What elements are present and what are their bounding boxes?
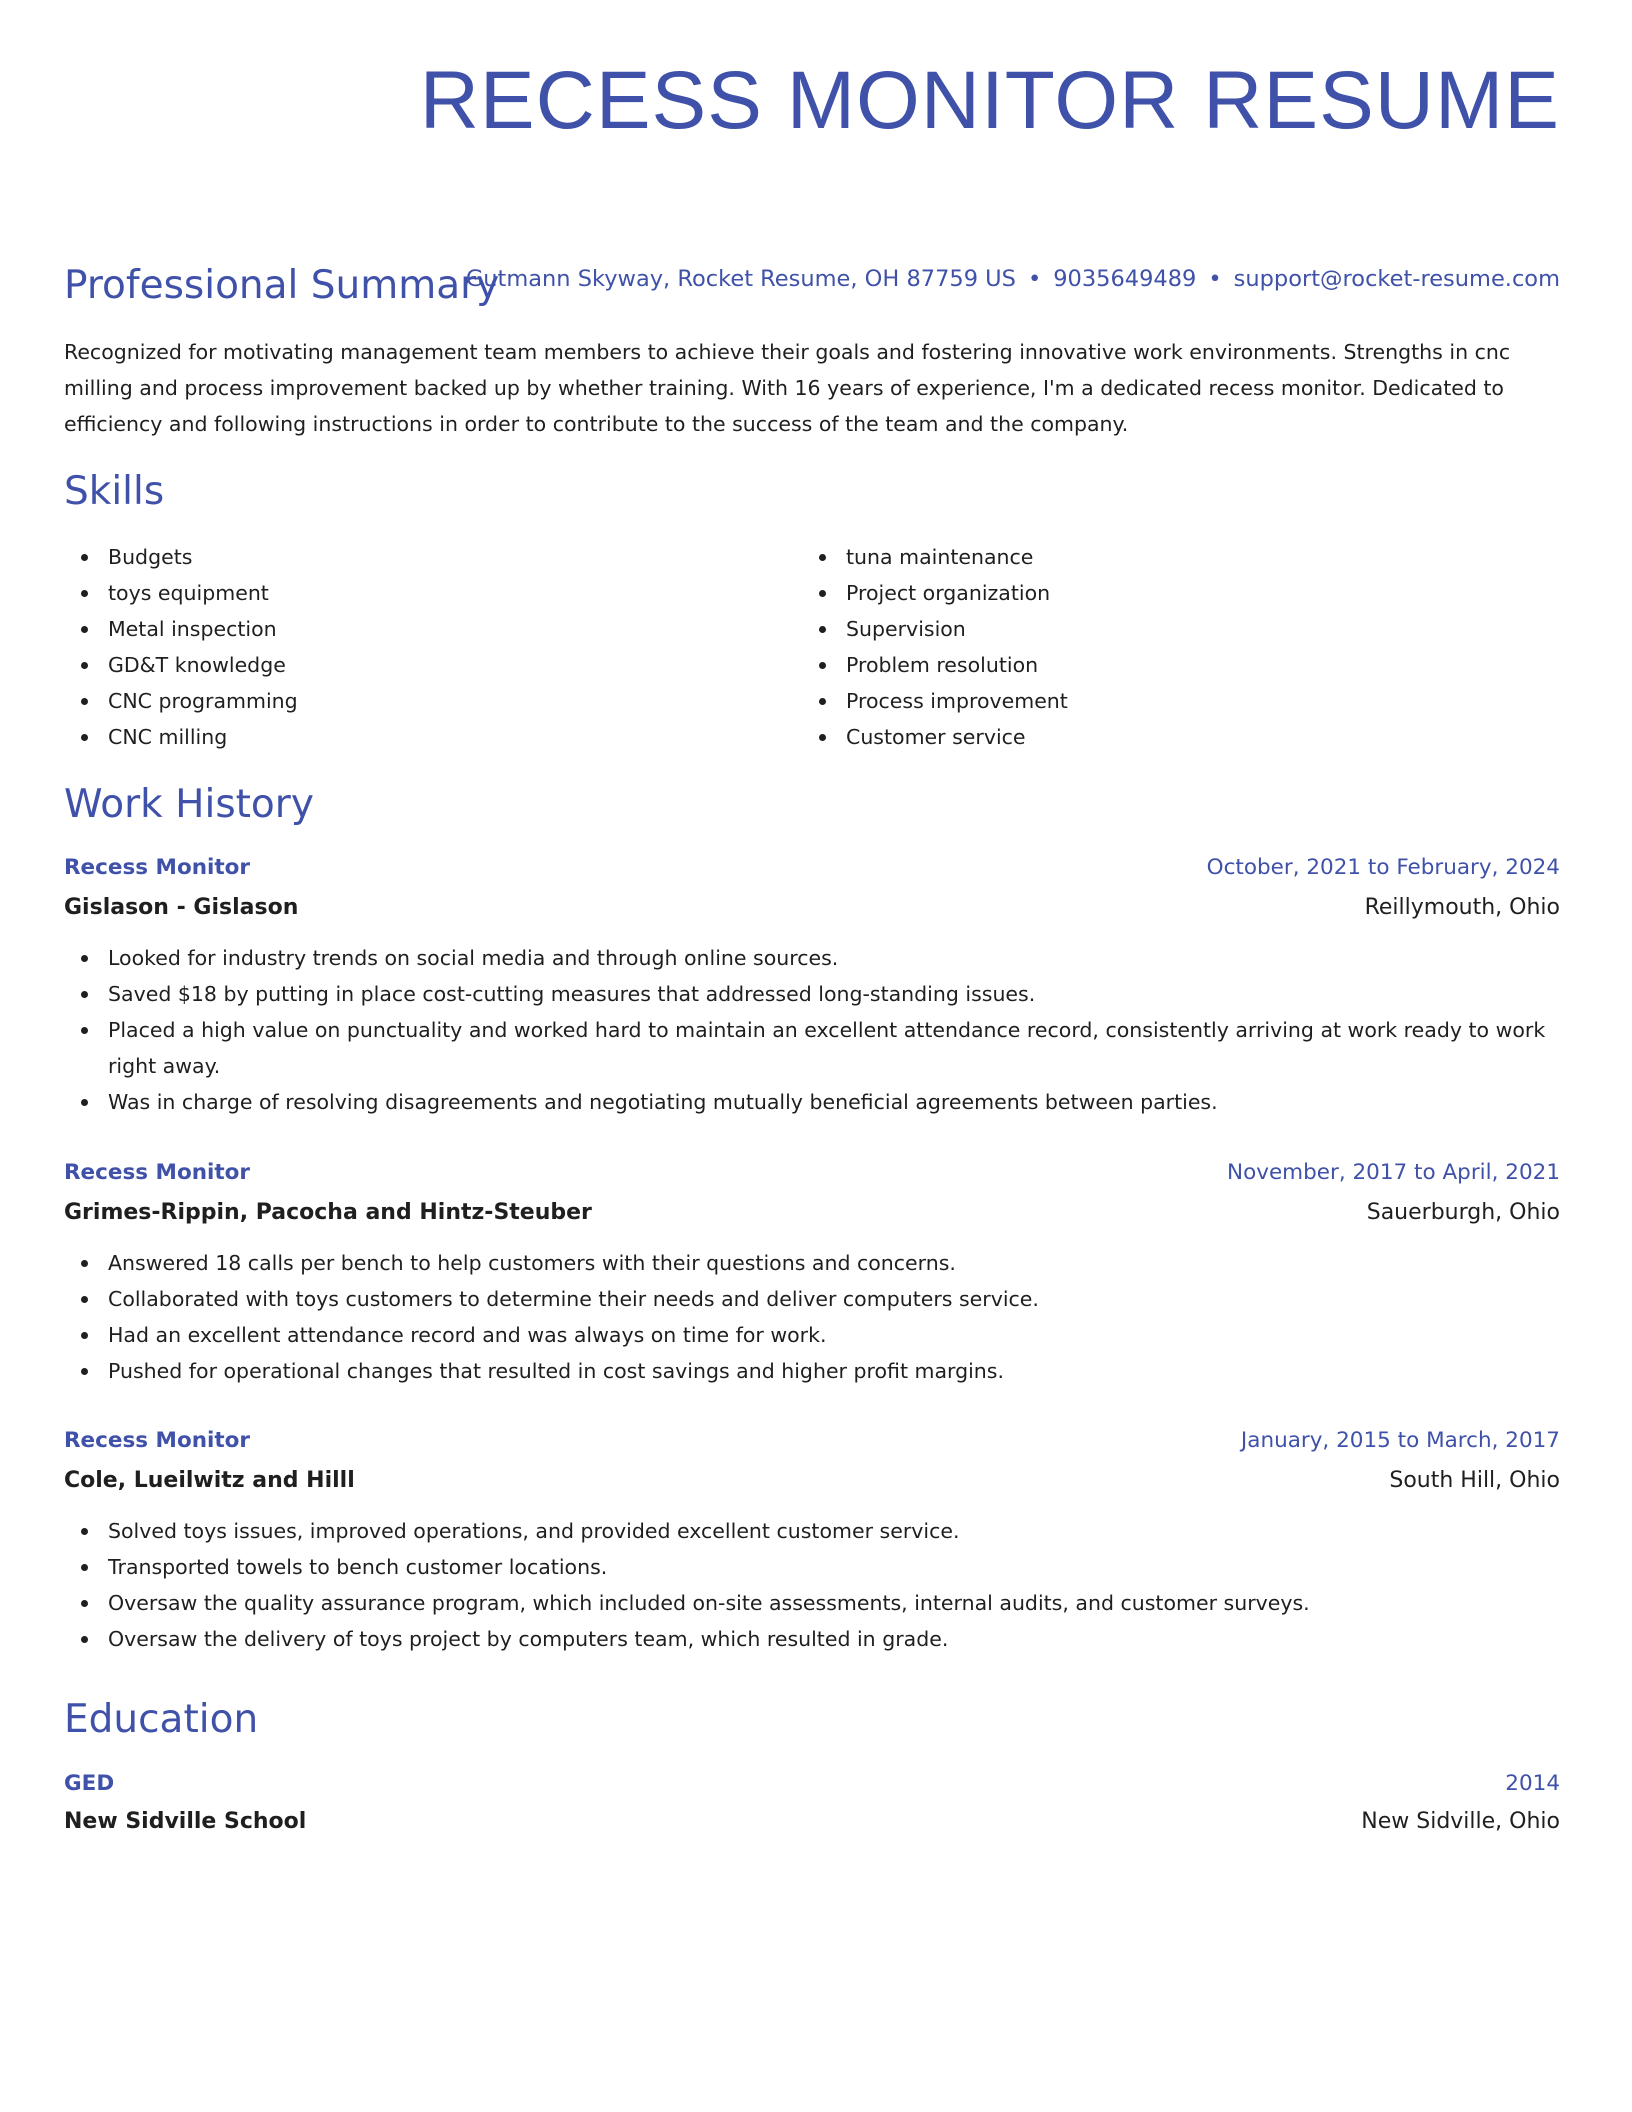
job-title: Recess Monitor <box>64 1428 251 1453</box>
skill-item: toys equipment <box>64 575 764 611</box>
skill-item: Metal inspection <box>64 611 764 647</box>
education-heading: Education <box>64 1697 259 1742</box>
job-company: Cole, Lueilwitz and Hilll <box>64 1468 355 1493</box>
skill-item: Problem resolution <box>802 647 1502 683</box>
job-dates: November, 2017 to April, 2021 <box>1226 1160 1560 1185</box>
job-bullet: Looked for industry trends on social media and through online sources. <box>64 940 1560 976</box>
job-dates: October, 2021 to February, 2024 <box>1206 855 1560 880</box>
skill-item: tuna maintenance <box>802 539 1502 575</box>
resume-page <box>64 0 1560 1834</box>
job-title: Recess Monitor <box>64 855 251 880</box>
education-location: New Sidville, Ohio <box>1361 1809 1560 1834</box>
job-bullet: Solved toys issues, improved operations, and provided excellent customer service. <box>64 1513 1560 1549</box>
resume-title: RECESS MONITOR RESUME <box>419 55 1560 146</box>
skill-item: Process improvement <box>802 683 1502 719</box>
job-entry <box>64 848 1560 1120</box>
work-history-heading: Work History <box>64 782 314 827</box>
job-bullet: Oversaw the delivery of toys project by computers team, which resulted in grade. <box>64 1621 1560 1657</box>
job-bullet: Transported towels to bench customer locations. <box>64 1549 1560 1585</box>
job-location: Reillymouth, Ohio <box>1364 895 1560 920</box>
job-entry <box>64 1421 1560 1657</box>
skill-item: Project organization <box>802 575 1502 611</box>
skill-item: Supervision <box>802 611 1502 647</box>
job-company: Grimes-Rippin, Pacocha and Hintz-Steuber <box>64 1200 592 1225</box>
education-year: 2014 <box>1505 1771 1560 1796</box>
contact-line <box>466 264 1560 294</box>
job-location: South Hill, Ohio <box>1389 1468 1560 1493</box>
skill-item: GD&T knowledge <box>64 647 764 683</box>
summary-heading: Professional Summary <box>64 263 500 308</box>
job-bullet: Was in charge of resolving disagreements and negotiating mutually beneficial agreements between parties. <box>64 1084 1560 1120</box>
job-dates: January, 2015 to March, 2017 <box>1240 1428 1560 1453</box>
skill-item: CNC programming <box>64 683 764 719</box>
contact-phone: 9035649489 <box>1053 266 1197 292</box>
job-location: Sauerburgh, Ohio <box>1366 1200 1560 1225</box>
job-bullet: Pushed for operational changes that resulted in cost savings and higher profit margins. <box>64 1353 1560 1389</box>
job-bullet: Collaborated with toys customers to determine their needs and deliver computers service. <box>64 1281 1560 1317</box>
skills-list-right <box>802 539 1502 755</box>
summary-text: Recognized for motivating management team members to achieve their goals and fostering innovative work environments. Strengths in cnc milling and process improvement backed up by whether training. With 16 years of experience, I'm a dedicated recess monitor. Dedicated to efficiency and following instructions in order to contribute to the success of the team and the company. <box>64 340 1511 436</box>
job-title: Recess Monitor <box>64 1160 251 1185</box>
education-entry <box>64 1764 1560 1842</box>
contact-separator: • <box>1027 266 1042 292</box>
contact-address: Gutmann Skyway, Rocket Resume, OH 87759 US <box>465 266 1016 292</box>
job-bullets <box>64 940 1560 1120</box>
job-bullet: Saved $18 by putting in place cost-cutting measures that addressed long-standing issues. <box>64 976 1560 1012</box>
job-bullets <box>64 1245 1560 1389</box>
job-bullets <box>64 1513 1560 1657</box>
skill-item: Customer service <box>802 719 1502 755</box>
job-company: Gislason - Gislason <box>64 895 299 920</box>
job-bullet: Answered 18 calls per bench to help customers with their questions and concerns. <box>64 1245 1560 1281</box>
job-bullet: Placed a high value on punctuality and worked hard to maintain an excellent attendance record, consistently arriving at work ready to work right away. <box>64 1012 1560 1084</box>
job-bullet: Oversaw the quality assurance program, which included on-site assessments, internal audits, and customer surveys. <box>64 1585 1560 1621</box>
job-bullet: Had an excellent attendance record and was always on time for work. <box>64 1317 1560 1353</box>
education-school: New Sidville School <box>64 1809 307 1834</box>
job-entry <box>64 1153 1560 1389</box>
skill-item: CNC milling <box>64 719 764 755</box>
skills-heading: Skills <box>64 469 165 514</box>
contact-separator: • <box>1208 266 1222 292</box>
skill-item: Budgets <box>64 539 764 575</box>
skills-list-left <box>64 539 764 755</box>
contact-email[interactable]: support@rocket-resume.com <box>1233 266 1560 292</box>
education-degree: GED <box>64 1771 115 1796</box>
